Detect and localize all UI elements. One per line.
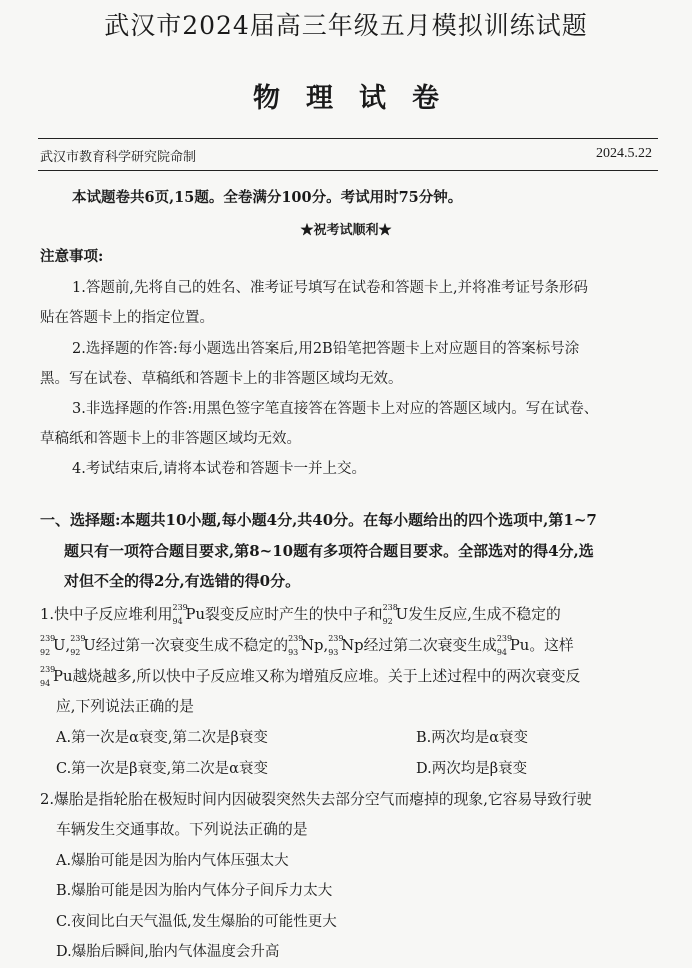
q1-text: 。这样 <box>529 637 574 654</box>
notice-item-1-line-1: 1.答题前,先将自己的姓名、准考证号填写在试卷和答题卡上,并将准考证号条形码 <box>72 280 589 296</box>
nuclide-pu239: 239 94 Pu <box>496 634 530 657</box>
nuclide-u239: 239 92 U <box>70 634 96 657</box>
q1-text: 发生反应,生成不稳定的 <box>408 606 561 623</box>
exam-date: 2024.5.22 <box>596 146 652 161</box>
notice-item-1-line-2: 贴在答题卡上的指定位置。 <box>40 310 214 326</box>
q2-option-a[interactable]: A.爆胎可能是因为胎内气体压强太大 <box>56 853 289 869</box>
nuclide-u239: 239 92 U <box>40 634 66 657</box>
notice-title: 注意事项: <box>40 248 104 265</box>
q1-option-b[interactable]: B.两次均是α衰变 <box>416 730 529 746</box>
q1-line-4: 应,下列说法正确的是 <box>56 698 194 715</box>
q2-line-1: 2.爆胎是指轮胎在极短时间内因破裂突然失去部分空气而瘪掉的现象,它容易导致行驶 <box>40 791 592 808</box>
nuclide-pu239: 239 94 Pu <box>172 603 205 626</box>
nuclide-np239: 239 93 Np <box>328 634 364 657</box>
q1-text: 经过第一次衰变生成不稳定的 <box>95 637 289 654</box>
q1-line-1 <box>40 603 561 624</box>
notice-item-3-line-1: 3.非选择题的作答:用黑色签字笔直接答在答题卡上对应的答题区域内。写在试卷、 <box>72 401 599 417</box>
q1-text: 1.快中子反应堆利用 <box>40 606 173 623</box>
q1-line-2: 239 92 U, 239 92 U经过第一次衰变生成不稳定的 239 93 Np, 239 93 Np经过第二次衰变生成 239 94 Pu。这样 <box>40 634 574 657</box>
section-1-line-2: 题只有一项符合题目要求,第8~10题有多项符合题目要求。全部选对的得4分,选 <box>64 542 594 560</box>
exam-subject: 物理试卷 <box>253 83 465 114</box>
notice-item-4: 4.考试结束后,请将本试卷和答题卡一并上交。 <box>72 461 366 477</box>
q1-option-d[interactable]: D.两次均是β衰变 <box>416 761 528 777</box>
exam-info: 本试题卷共6页,15题。全卷满分100分。考试用时75分钟。 <box>72 189 463 206</box>
section-1-line-1: 一、选择题:本题共10小题,每小题4分,共40分。在每小题给出的四个选项中,第1~7 <box>40 511 597 529</box>
nuclide-np239: 239 93 Np <box>288 634 324 657</box>
good-luck-line: ★祝考试顺利★ <box>300 223 392 238</box>
notice-item-3-line-2: 草稿纸和答题卡上的非答题区域均无效。 <box>40 431 301 447</box>
nuclide-pu239: 239 94 Pu <box>40 665 73 688</box>
q2-line-2: 车辆发生交通事故。下列说法正确的是 <box>56 821 308 838</box>
exam-title: 武汉市2024届高三年级五月模拟训练试题 <box>104 11 588 40</box>
q1-text: 经过第二次衰变生成 <box>363 637 497 654</box>
header-rule-top <box>38 138 658 139</box>
notice-item-2-line-1: 2.选择题的作答:每小题选出答案后,用2B铅笔把答题卡上对应题目的答案标号涂 <box>72 341 580 357</box>
nuclide-u238: 238 92 U <box>382 603 409 626</box>
issuer-label: 武汉市教育科学研究院命制 <box>40 150 197 165</box>
q2-option-d[interactable]: D.爆胎后瞬间,胎内气体温度会升高 <box>56 944 280 960</box>
q1-text: 裂变反应时产生的快中子和 <box>205 606 383 623</box>
q1-option-c[interactable]: C.第一次是β衰变,第二次是α衰变 <box>56 761 268 777</box>
q2-option-b[interactable]: B.爆胎可能是因为胎内气体分子间斥力太大 <box>56 883 333 899</box>
q1-line-3 <box>40 665 580 686</box>
header-rule-bottom <box>38 170 658 171</box>
section-1-line-3: 对但不全的得2分,有选错的得0分。 <box>64 572 301 590</box>
q1-option-a[interactable]: A.第一次是α衰变,第二次是β衰变 <box>56 730 268 746</box>
q2-option-c[interactable]: C.夜间比白天气温低,发生爆胎的可能性更大 <box>56 914 337 930</box>
q1-text: 越烧越多,所以快中子反应堆又称为增殖反应堆。关于上述过程中的两次衰变反 <box>72 668 581 685</box>
notice-item-2-line-2: 黑。写在试卷、草稿纸和答题卡上的非答题区域均无效。 <box>40 371 403 387</box>
